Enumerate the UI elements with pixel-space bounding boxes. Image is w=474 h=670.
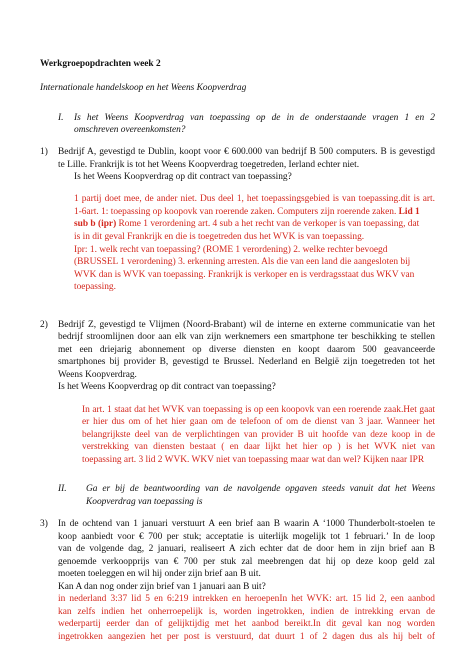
question-3-line-3: van de volgende dag, 2 januari, realiseert A zich echter dat de door hem in zijn brief aan B: [58, 544, 435, 554]
answer-2-line-5: toepassing art. 3 lid 2 WVK. WKV niet van toepassing maar wat dan wel? Kijken naar IPR: [82, 455, 425, 465]
answer-1-line-3-text: Rome 1 verordening art. 4 sub a het recht van de verkoper is van toepassing, dat: [118, 219, 420, 229]
question-3-line-6: Kan A dan nog onder zijn brief van 1 januari aan B uit?: [58, 582, 266, 592]
question-2-line-4: smartphones bij provider B, gevestigd te Brussel. Nederland en België zijn toegetreden tot het: [58, 357, 435, 367]
question-1-line-2: te Lille. Frankrijk is tot het Weens Koopverdrag toegetreden, Ierland echter niet.: [58, 160, 360, 170]
question-3-number: 3): [40, 519, 48, 529]
answer-1-line-5: Ipr: 1. welk recht van toepassing? (ROME 1 verordening) 2. welke rechter bevoegd: [74, 245, 388, 255]
question-2-line-3: met een driejarig abonnement op diverse diensten en koopt daarom 500 geavanceerde: [58, 345, 435, 355]
question-3-line-5: moeten toeleggen en wil hij onder zijn brief aan B uit.: [58, 569, 261, 579]
answer-3-line-1: in nederland 3:37 lid 5 en 6:219 intrekken en heroepenIn het WVK: art. 15 lid 2, een aanbod: [58, 594, 435, 604]
answer-3-line-4: ingetrokken aangezien het per post is verstuurd, dat duurt 1 of 2 dagen dus als hij belt of: [58, 632, 435, 642]
question-1-number: 1): [40, 147, 48, 157]
question-2-number: 2): [40, 320, 48, 330]
answer-2-line-1: In art. 1 staat dat het WVK van toepassing is op een koopovk van een roerende zaak.Het gaat: [82, 405, 435, 415]
answer-1-line-1: 1 partij doet mee, de ander niet. Dus deel 1, het toepassingsgebied is van toepassing.dit is art.: [74, 194, 435, 204]
answer-1-line-7: WVK dan is WVK van toepassing. Frankrijk is verkoper en is verdragsstaat dus WKV van: [74, 270, 415, 280]
document-subtitle: Internationale handelskoop en het Weens Koopverdrag: [40, 83, 247, 93]
answer-1-bold-sub: sub b (ipr): [74, 219, 117, 229]
question-1-line-1: Bedrijf A, gevestigd te Dublin, koopt voor € 600.000 van bedrijf B 500 computers. B is gevestigd: [58, 147, 435, 157]
question-2-line-2: bedrijf stroomlijnen door aan elk van zijn werknemers een smartphone ter beschikking te stellen: [58, 332, 435, 342]
answer-2-line-2: er hier dus om of het hier gaan om de telefoon of om de dienst van 3 jaar. Wanneer het: [82, 417, 435, 427]
answer-3-line-3: wederpartij eerder dan of gelijktijdig met het aanbod bereikt.In dit geval kan nog worden: [58, 619, 435, 629]
question-2-line-1: Bedrijf Z, gevestigd te Vlijmen (Noord-Brabant) wil de interne en externe communicatie van het: [58, 320, 435, 330]
answer-1-line-4: is in dit geval Frankrijk en die is toegetreden dus het WVK is van toepassing.: [74, 232, 365, 242]
question-3-line-1: In de ochtend van 1 januari verstuurt A een brief aan B waarin A ‘1000 Thunderbolt-stoelen te: [58, 519, 435, 529]
section-1-line-2: omschreven overeenkomsten?: [74, 125, 186, 135]
document-title: Werkgroepopdrachten week 2: [40, 59, 161, 69]
section-1-numeral: I.: [58, 113, 64, 123]
answer-1-line-2-text: 1-6art. 1: toepassing op koopovk van roerende zaken. Computers zijn roerende zaken.: [74, 207, 397, 217]
answer-3-line-2: kan zelfs indien het onherroepelijk is, worden ingetrokken, indien de intrekking ervan de: [58, 607, 435, 617]
section-1-line-1: Is het Weens Koopverdrag van toepassing op de in de onderstaande vragen 1 en 2: [74, 113, 435, 123]
section-2-line-1: Ga er bij de beantwoording van de navolgende opgaven steeds vanuit dat het Weens: [86, 484, 435, 494]
answer-1-line-8: toepassing.: [74, 282, 116, 292]
answer-1-line-2: [74, 206, 420, 219]
answer-2-line-4: verstrekking van diensten bestaat ( en daar lijkt het hier op ) is het WVK niet van: [82, 442, 435, 452]
question-2-line-5: Weens Koopverdrag.: [58, 370, 137, 380]
answer-1-bold-lid: Lid 1: [398, 207, 420, 217]
question-3-line-2: koop aanbiedt voor € 700 per stuk; acceptatie is uiterlijk mogelijk tot 1 februari.’ In de loop: [58, 532, 435, 542]
answer-1-line-6: (BRUSSEL 1 verordening) 3. erkenning arresten. Als die van een land die aangesloten bij: [74, 257, 411, 267]
question-1-line-3: Is het Weens Koopverdrag op dit contract van toepassing?: [74, 172, 292, 182]
section-2-line-2: Koopverdrag van toepassing is: [86, 497, 203, 507]
section-2-numeral: II.: [58, 484, 67, 494]
answer-2-line-3: belangrijkste deel van de verplichtingen van provider B uit hoofde van deze koop in de: [82, 430, 435, 440]
answer-1-line-3: [74, 218, 419, 231]
question-2-line-6: Is het Weens Koopverdrag op dit contract van toepassing?: [58, 382, 276, 392]
question-3-line-4: genoemde verkoopprijs van € 700 per stuk zal meebrengen dat hij op deze koop geld zal: [58, 557, 435, 567]
